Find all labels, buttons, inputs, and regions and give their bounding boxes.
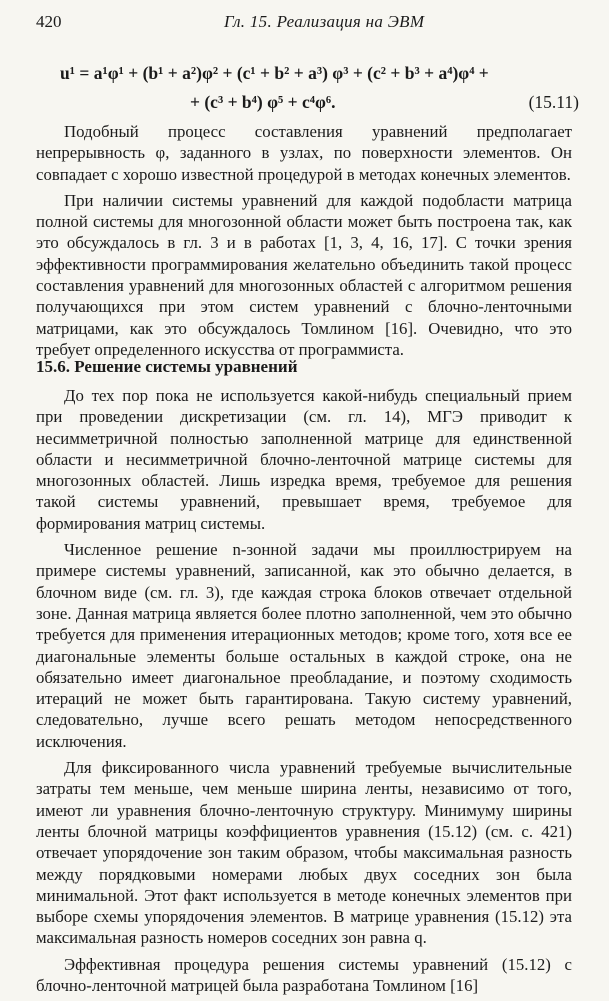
paragraph: При наличии системы уравнений для каждой подобласти матрица полной системы для многозонной области может быть построена так, как это обсуждалось в гл. 3 и в работах [1, 3, 4, 16, 17]. С точки зрения эффективности программирования желательно объединить такой процесс составления уравнений для многозонных областей с алгоритмом решения получающихся при этом систем уравнений с блочно-ленточными матрицами, как это обсуждалось Томлином [16]. Очевидно, что это требует определенного искусства от программиста.	[36, 190, 572, 359]
paragraph: До тех пор пока не используется какой-нибудь специальный прием при проведении дискретизации (см. гл. 14), МГЭ приводит к несимметричной полностью заполненной матрице для единственной области и несимметричной блочно-ленточной матрице системы для многозонных областей. Лишь изредка время, требуемое для решения такой системы уравнений, превышает время, требуемое для формирования матриц системы.	[36, 386, 572, 533]
equation-line-1: u¹ = a¹φ¹ + (b¹ + a²)φ² + (c¹ + b² + a³) φ³ + (c² + b³ + a⁴)φ⁴ +	[60, 63, 489, 83]
body-text-top	[36, 121, 572, 365]
paragraph: Численное решение n-зонной задачи мы проиллюстрируем на примере системы уравнений, записанной, как это обычно делается, в блочном виде (см. гл. 3), где каждая строка блоков отвечает отдельной зоне. Данная матрица является более плотно заполненной, чем это обычно требуется для применения итерационных методов; кроме того, хотя все ее диагональные элементы больше остальных в каждой строке, она не обязательно имеет диагональное преобладание, и поэтому сходимость итераций не может быть гарантирована. Такую систему уравнений, следовательно, лучше всего решать методом непосредственного исключения.	[36, 540, 572, 751]
running-head: Гл. 15. Реализация на ЭВМ	[224, 12, 425, 31]
paragraph: Подобный процесс составления уравнений предполагает непрерывность φ, заданного в узлах, по поверхности элементов. Он совпадает с хорошо известной процедурой в методах конечных элементов.	[36, 122, 572, 184]
body-text-bottom	[36, 385, 572, 1001]
paragraph: Для фиксированного числа уравнений требуемые вычислительные затраты тем меньше, чем меньше ширина ленты, независимо от того, имеют ли уравнения блочно-ленточную структуру. Минимуму ширины ленты блочной матрицы коэффициентов уравнения (15.12) (см. с. 421) отвечает упорядочение зон таким образом, чтобы максимальная разность между порядковыми номерами любых двух соседних зон была минимальной. Этот факт используется в методе конечных элементов при выборе схемы упорядочения элементов. В матрице уравнения (15.12) эта максимальная разность номеров соседних зон равна q.	[36, 758, 572, 948]
equation-line-2: + (c³ + b⁴) φ⁵ + c⁴φ⁶.	[190, 92, 336, 112]
page-header	[36, 12, 573, 36]
paragraph: Эффективная процедура решения системы уравнений (15.12) с блочно-ленточной матрицей была разработана Томлином [16]	[36, 954, 572, 996]
section-heading: 15.6. Решение системы уравнений	[36, 357, 298, 376]
equation-number: (15.11)	[528, 92, 579, 112]
page-number: 420	[36, 12, 62, 31]
